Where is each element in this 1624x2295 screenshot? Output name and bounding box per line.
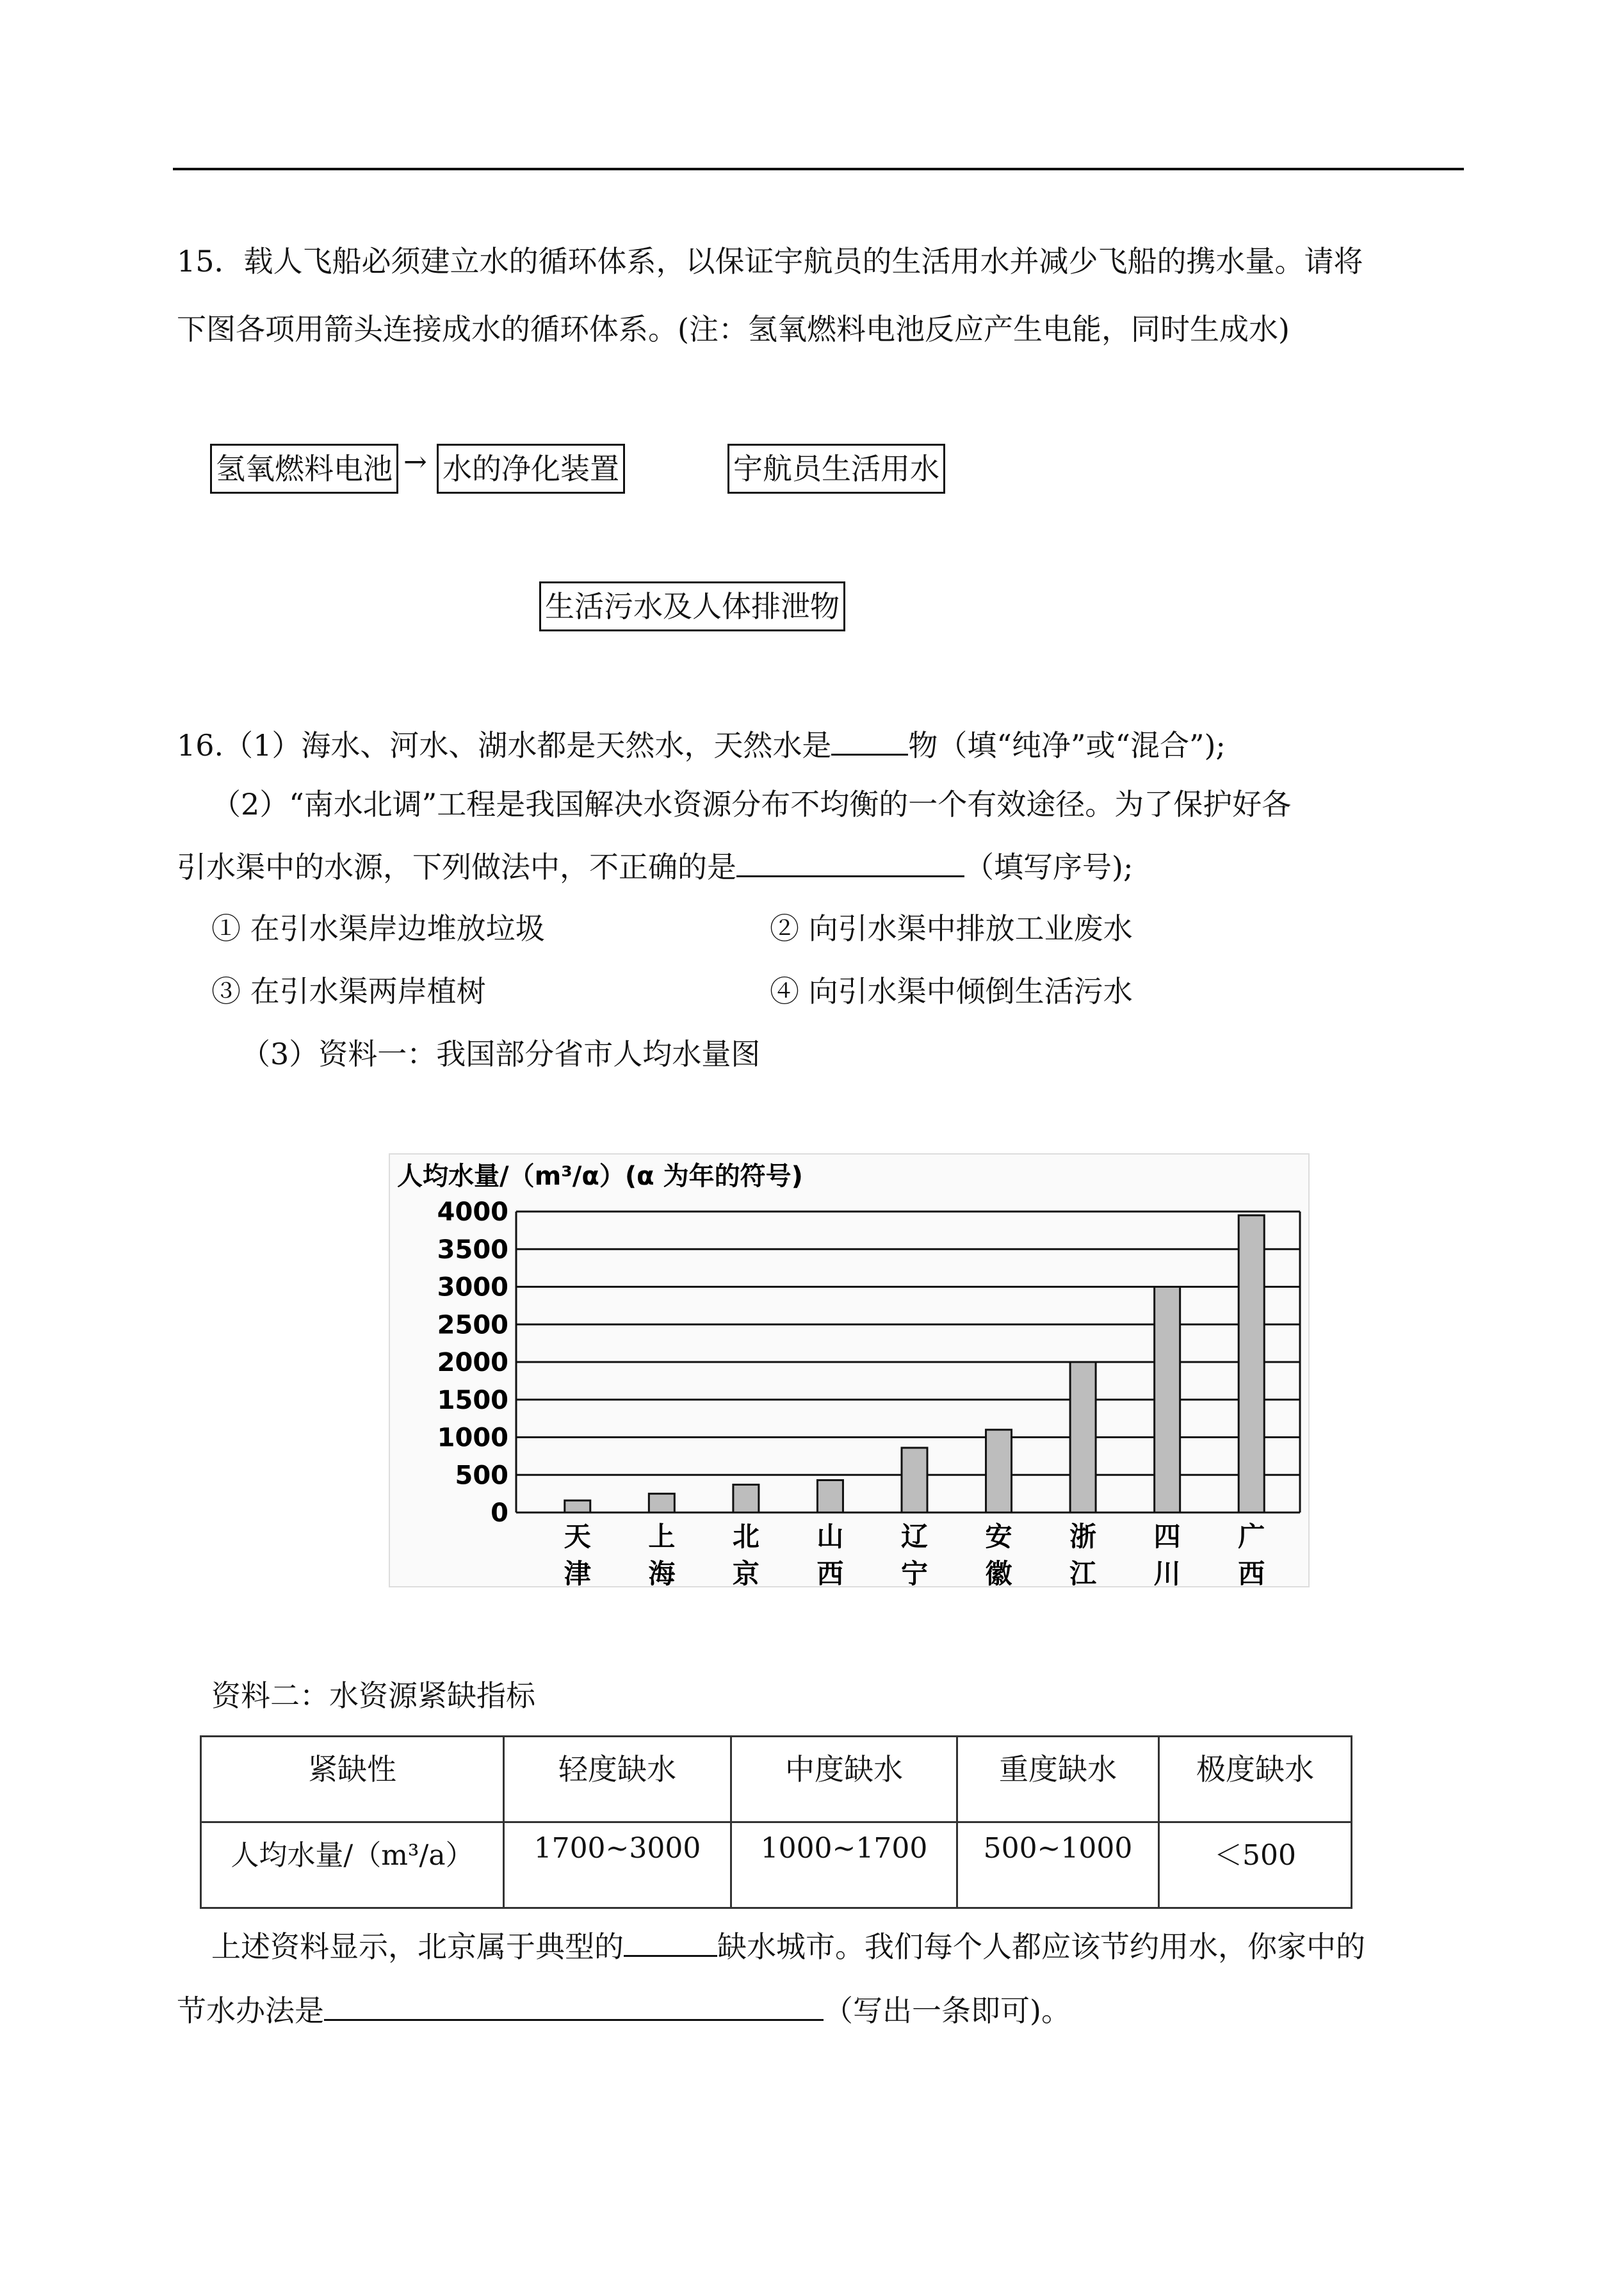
material2-title: 资料二：水资源紧缺指标 bbox=[211, 1678, 535, 1713]
x-tick-label: 山 bbox=[816, 1521, 844, 1552]
table-cell: 1000~1700 bbox=[731, 1822, 957, 1908]
x-tick-label: 川 bbox=[1153, 1558, 1181, 1588]
table-cell: 人均水量/（m³/a） bbox=[201, 1822, 504, 1908]
x-tick-label: 西 bbox=[816, 1558, 844, 1588]
q16-part1 bbox=[177, 722, 1226, 765]
y-tick-label: 0 bbox=[491, 1498, 508, 1528]
x-tick-label: 宁 bbox=[900, 1558, 929, 1588]
conclusion-line2 bbox=[177, 1988, 1071, 2030]
y-tick-label: 2500 bbox=[437, 1310, 508, 1340]
conclusion-text-d: （写出一条即可)。 bbox=[824, 1993, 1071, 2028]
conclusion-line1 bbox=[211, 1924, 1365, 1966]
q16-part2-text-a: 引水渠中的水源，下列做法中，不正确的是 bbox=[177, 850, 736, 884]
table-row bbox=[201, 1737, 1352, 1822]
table-header-cell: 紧缺性 bbox=[201, 1737, 504, 1822]
q15-line2: 下图各项用箭头连接成水的循环体系。(注：氢氧燃料电池反应产生电能，同时生成水) bbox=[177, 312, 1290, 346]
waste-box: 生活污水及人体排泄物 bbox=[539, 581, 845, 631]
conclusion-text-c: 节水办法是 bbox=[177, 1993, 324, 2028]
bar-6 bbox=[1070, 1362, 1096, 1512]
table-header-cell: 重度缺水 bbox=[957, 1737, 1159, 1822]
bar-0 bbox=[565, 1500, 590, 1512]
arrow-icon: → bbox=[403, 446, 427, 478]
x-tick-label: 西 bbox=[1238, 1558, 1265, 1588]
q15-line1: 15．载人飞船必须建立水的循环体系，以保证宇航员的生活用水并减少飞船的携水量。请将 bbox=[177, 244, 1363, 279]
q16-part1-blank[interactable] bbox=[831, 754, 908, 756]
table-header-cell: 轻度缺水 bbox=[504, 1737, 731, 1822]
purifier-box: 水的净化装置 bbox=[437, 444, 625, 494]
x-tick-label: 安 bbox=[985, 1521, 1012, 1552]
bar-3 bbox=[817, 1480, 843, 1512]
y-tick-label: 1500 bbox=[437, 1385, 508, 1415]
x-tick-label: 上 bbox=[648, 1521, 676, 1552]
bar-2 bbox=[733, 1485, 759, 1512]
top-rule bbox=[173, 168, 1464, 170]
bar-5 bbox=[986, 1430, 1012, 1512]
water-per-capita-chart bbox=[388, 1153, 1310, 1588]
table-cell: 500~1000 bbox=[957, 1822, 1159, 1908]
x-tick-label: 辽 bbox=[900, 1521, 929, 1552]
x-tick-label: 江 bbox=[1069, 1558, 1097, 1588]
conclusion-text-a: 上述资料显示，北京属于典型的 bbox=[211, 1929, 624, 1964]
option-1: ① 在引水渠岸边堆放垃圾 bbox=[211, 911, 545, 946]
y-tick-label: 1000 bbox=[437, 1423, 508, 1453]
x-tick-label: 四 bbox=[1153, 1521, 1181, 1552]
option-4: ④ 向引水渠中倾倒生活污水 bbox=[770, 974, 1133, 1009]
q16-part2-text-b: （填写序号); bbox=[964, 850, 1133, 884]
q16-part2-blank[interactable] bbox=[736, 875, 964, 877]
bar-7 bbox=[1155, 1287, 1180, 1513]
q16-part2-line2 bbox=[177, 844, 1133, 886]
conclusion-text-b: 缺水城市。我们每个人都应该节约用水，你家中的 bbox=[717, 1929, 1365, 1964]
x-tick-label: 海 bbox=[648, 1558, 676, 1588]
q16-part1-text-a: 16.（1）海水、河水、湖水都是天然水，天然水是 bbox=[177, 728, 832, 763]
bar-8 bbox=[1238, 1215, 1264, 1512]
y-tick-label: 4000 bbox=[437, 1197, 508, 1227]
x-tick-label: 徽 bbox=[985, 1558, 1012, 1588]
option-3: ③ 在引水渠两岸植树 bbox=[211, 974, 486, 1009]
chart-title: 人均水量/（m³/α）(α 为年的符号) bbox=[397, 1162, 803, 1191]
x-tick-label: 京 bbox=[732, 1558, 759, 1588]
table-header-cell: 极度缺水 bbox=[1159, 1737, 1352, 1822]
y-tick-label: 500 bbox=[455, 1461, 508, 1491]
astronaut-water-box: 宇航员生活用水 bbox=[727, 444, 945, 494]
y-tick-label: 3000 bbox=[437, 1272, 508, 1302]
y-tick-label: 2000 bbox=[437, 1348, 508, 1377]
table-header-cell: 中度缺水 bbox=[731, 1737, 957, 1822]
bar-1 bbox=[649, 1494, 674, 1512]
x-tick-label: 津 bbox=[564, 1558, 591, 1588]
x-tick-label: 广 bbox=[1238, 1521, 1265, 1552]
q16-part1-text-b: 物（填“纯净”或“混合”); bbox=[908, 728, 1226, 763]
table-cell: 1700~3000 bbox=[504, 1822, 731, 1908]
conclusion-blank-1[interactable] bbox=[624, 1955, 717, 1957]
fuel-cell-box: 氢氧燃料电池 bbox=[210, 444, 398, 494]
table-row bbox=[201, 1822, 1352, 1908]
x-tick-label: 浙 bbox=[1069, 1521, 1097, 1552]
shortage-table bbox=[200, 1735, 1352, 1909]
y-tick-label: 3500 bbox=[437, 1235, 508, 1265]
bar-4 bbox=[902, 1448, 927, 1512]
conclusion-blank-2[interactable] bbox=[324, 2019, 824, 2021]
q16-part2-line1: （2）“南水北调”工程是我国解决水资源分布不均衡的一个有效途径。为了保护好各 bbox=[211, 787, 1292, 822]
x-tick-label: 北 bbox=[732, 1521, 759, 1552]
table-cell: ＜500 bbox=[1159, 1822, 1352, 1908]
x-tick-label: 天 bbox=[564, 1521, 591, 1552]
option-2: ② 向引水渠中排放工业废水 bbox=[770, 911, 1133, 946]
q16-part3: （3）资料一：我国部分省市人均水量图 bbox=[241, 1037, 761, 1071]
